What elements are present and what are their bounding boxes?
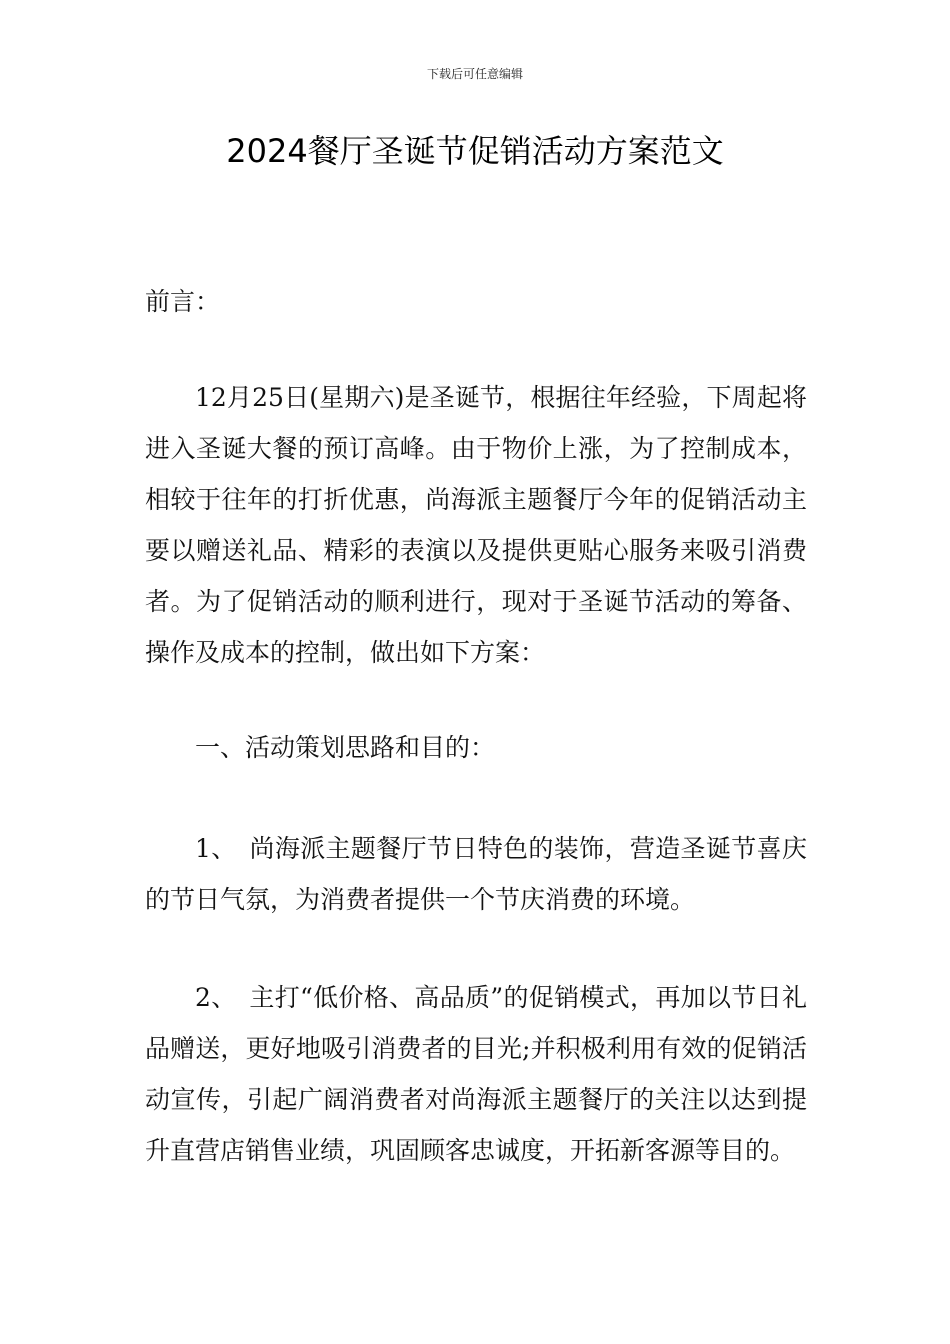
section-heading-1: 一、活动策划思路和目的： bbox=[195, 733, 496, 762]
list-item-1: 1、 尚海派主题餐厅节日特色的装饰，营造圣诞节喜庆的节日气氛，为消费者提供一个节庆消费的环境。 bbox=[145, 834, 807, 914]
preface-paragraph: 12月25日(星期六)是圣诞节，根据往年经验，下周起将进入圣诞大餐的预订高峰。由于物价上涨，为了控制成本，相较于往年的打折优惠，尚海派主题餐厅今年的促销活动主要以赠送礼品、精彩的表演以及提供更贴心服务来吸引消费者。为了促销活动的顺利进行，现对于圣诞节活动的筹备、操作及成本的控制，做出如下方案： bbox=[145, 383, 807, 667]
document-title: 2024餐厅圣诞节促销活动方案范文 bbox=[226, 132, 724, 170]
preface-heading: 前言： bbox=[145, 287, 221, 316]
list-item-2: 2、 主打“低价格、高品质”的促销模式，再加以节日礼品赠送，更好地吸引消费者的目光;并积极利用有效的促销活动宣传，引起广阔消费者对尚海派主题餐厅的关注以达到提升直营店销售业绩，巩固顾客忠诚度，开拓新客源等目的。 bbox=[145, 983, 807, 1165]
header-note: 下载后可任意编辑 bbox=[426, 67, 523, 81]
